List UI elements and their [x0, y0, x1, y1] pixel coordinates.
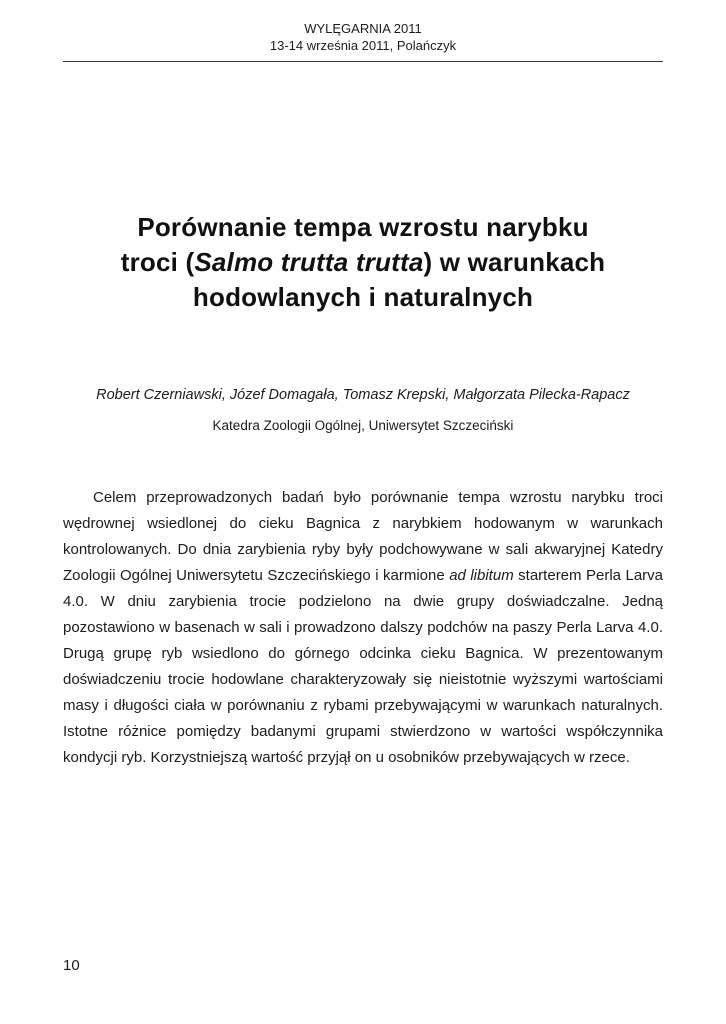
title-line-2-pre: troci ( — [120, 247, 195, 277]
paper-title — [63, 210, 663, 315]
conference-header — [63, 20, 663, 54]
affiliation-line: Katedra Zoologii Ogólnej, Uniwersytet Szczeciński — [212, 418, 514, 433]
conference-date-location: 13-14 września 2011, Polańczyk — [269, 38, 457, 53]
conference-title: WYLĘGARNIA 2011 — [304, 21, 422, 36]
title-line-3: hodowlanych i naturalnych — [192, 282, 534, 312]
abstract-text-before-italic: Celem przeprowadzonych badań było porównanie tempa wzrostu narybku troci wędrownej wsiedlonej do cieku Bagnica z narybkiem hodowanym w warunkach kontrolowanych. Do dnia zarybienia ryby były podchowywane w sali akwaryjnej Katedry Zoologii Ogólnej Uniwersytetu Szczecińskiego i karmione — [63, 489, 663, 584]
latin-term: ad libitum — [449, 567, 514, 584]
title-line-2-post: ) w warunkach — [423, 247, 606, 277]
abstract-text-after-italic: starterem Perla Larva 4.0. W dniu zarybienia trocie podzielono na dwie grupy doświadczalne. Jedną pozostawiono w basenach w sali i prowadzono dalszy podchów na paszy Perla Larva 4.0. Drugą grupę ryb wsiedlono do górnego odcinka cieku Bagnica. W prezentowanym doświadczeniu trocie hodowlane charakteryzowały się nieistotnie wyższymi wartościami masy i długości ciała w porównaniu z rybami przebywającymi w warunkach naturalnych. Istotne różnice pomiędzy badanymi grupami stwierdzono w wartości współczynnika kondycji ryb. Korzystniejszą wartość przyjął on u osobników przebywających w rzece. — [63, 567, 664, 766]
abstract-paragraph — [63, 485, 663, 771]
page-number: 10 — [63, 957, 80, 974]
title-line-1: Porównanie tempa wzrostu narybku — [137, 212, 589, 242]
species-name: Salmo trutta trutta — [194, 247, 424, 277]
authors-line: Robert Czerniawski, Józef Domagała, Tomasz Krepski, Małgorzata Pilecka-Rapacz — [96, 387, 630, 403]
header-rule — [63, 61, 663, 62]
